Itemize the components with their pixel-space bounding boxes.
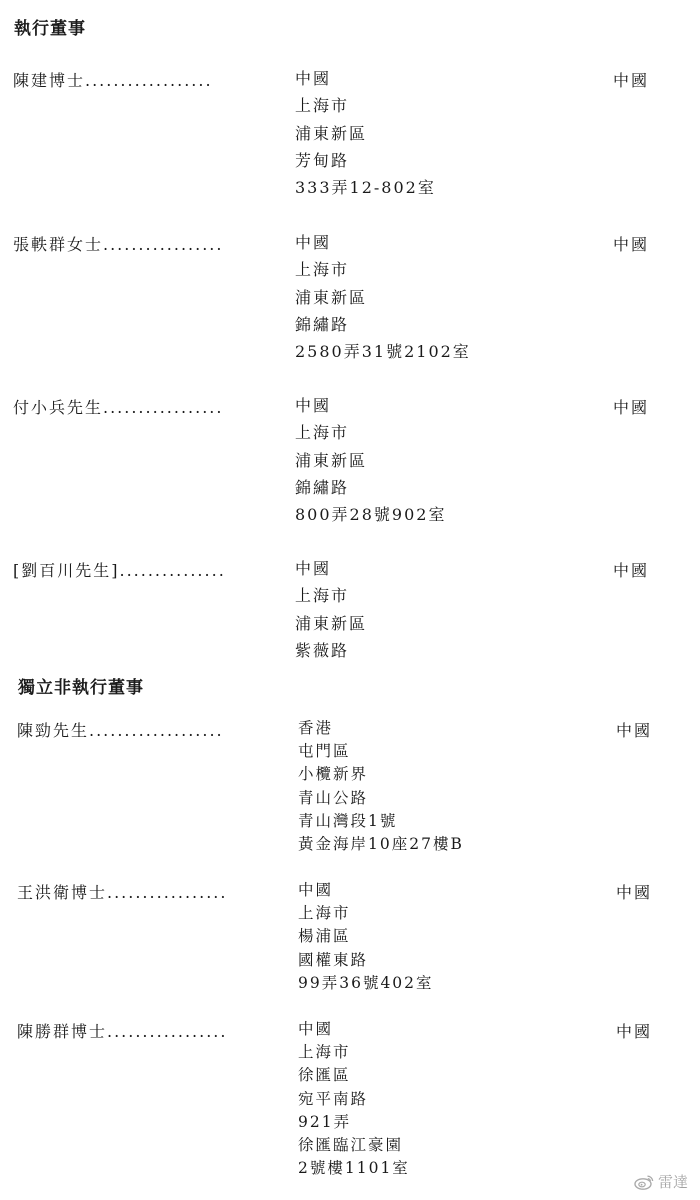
director-nationality: 中國 xyxy=(613,235,650,254)
director-name: 陳建博士.................. xyxy=(13,71,213,90)
address-line: 2號樓1101室 xyxy=(298,1159,410,1178)
watermark xyxy=(634,1171,688,1192)
address-line: 中國 xyxy=(295,559,332,578)
address-line: 屯門區 xyxy=(298,742,351,761)
address-line: 上海市 xyxy=(295,423,350,443)
address-line: 香港 xyxy=(298,719,334,737)
director-nationality: 中國 xyxy=(616,721,653,740)
director-nationality: 中國 xyxy=(613,71,650,90)
address-line: 中國 xyxy=(295,233,332,252)
director-address xyxy=(295,229,471,365)
director-address xyxy=(298,717,464,856)
address-line: 錦繡路 xyxy=(295,477,350,497)
address-line: 青山公路 xyxy=(298,788,369,807)
director-nationality: 中國 xyxy=(616,883,653,902)
address-line: 浦東新區 xyxy=(295,450,368,470)
address-line: 浦東新區 xyxy=(295,287,368,307)
director-nationality: 中國 xyxy=(616,1022,653,1041)
address-line: 中國 xyxy=(298,881,334,899)
address-line: 錦繡路 xyxy=(295,314,350,334)
address-line: 浦東新區 xyxy=(295,613,368,633)
address-line: 黃金海岸10座27樓B xyxy=(298,834,464,853)
address-line: 800弄28號902室 xyxy=(295,505,447,524)
address-line: 中國 xyxy=(295,396,332,415)
page-crop-edge xyxy=(280,660,480,672)
director-name: 王洪衛博士................. xyxy=(17,883,228,902)
address-line: 上海市 xyxy=(298,904,351,923)
director-name: 張軼群女士................. xyxy=(13,235,224,254)
address-line: 上海市 xyxy=(295,96,350,116)
director-address xyxy=(298,1018,410,1180)
address-line: 紫薇路 xyxy=(295,640,350,660)
address-line: 上海市 xyxy=(298,1043,351,1062)
address-line: 上海市 xyxy=(295,260,350,280)
director-name: [劉百川先生]............... xyxy=(13,561,226,580)
director-name: 付小兵先生................. xyxy=(13,398,224,417)
address-line: 中國 xyxy=(298,1020,334,1038)
director-address xyxy=(295,555,367,664)
address-line: 小欖新界 xyxy=(298,765,369,784)
section-heading-executive-directors: 執行董事 xyxy=(14,19,86,39)
director-name: 陳勁先生................... xyxy=(17,721,224,740)
director-nationality: 中國 xyxy=(613,561,650,580)
director-nationality: 中國 xyxy=(613,398,650,417)
address-line: 浦東新區 xyxy=(295,123,368,143)
director-address xyxy=(295,392,446,528)
address-line: 宛平南路 xyxy=(298,1089,369,1108)
address-line: 青山灣段1號 xyxy=(298,811,398,830)
address-line: 中國 xyxy=(295,69,332,88)
address-line: 921弄 xyxy=(298,1112,352,1131)
address-line: 99弄36號402室 xyxy=(298,973,434,992)
director-address xyxy=(295,65,436,201)
section-heading-independent-directors: 獨立非執行董事 xyxy=(18,678,144,698)
weibo-icon xyxy=(634,1174,654,1190)
watermark-text: 雷達 xyxy=(657,1173,688,1191)
director-name: 陳勝群博士................. xyxy=(17,1022,228,1041)
address-line: 楊浦區 xyxy=(298,927,351,946)
director-address xyxy=(298,879,434,995)
address-line: 國權東路 xyxy=(298,950,369,969)
address-line: 333弄12-802室 xyxy=(295,178,436,197)
address-line: 上海市 xyxy=(295,586,350,606)
address-line: 徐匯臨江豪園 xyxy=(298,1135,404,1154)
address-line: 2580弄31號2102室 xyxy=(295,342,471,361)
address-line: 徐匯區 xyxy=(298,1066,351,1085)
address-line: 芳甸路 xyxy=(295,150,350,170)
